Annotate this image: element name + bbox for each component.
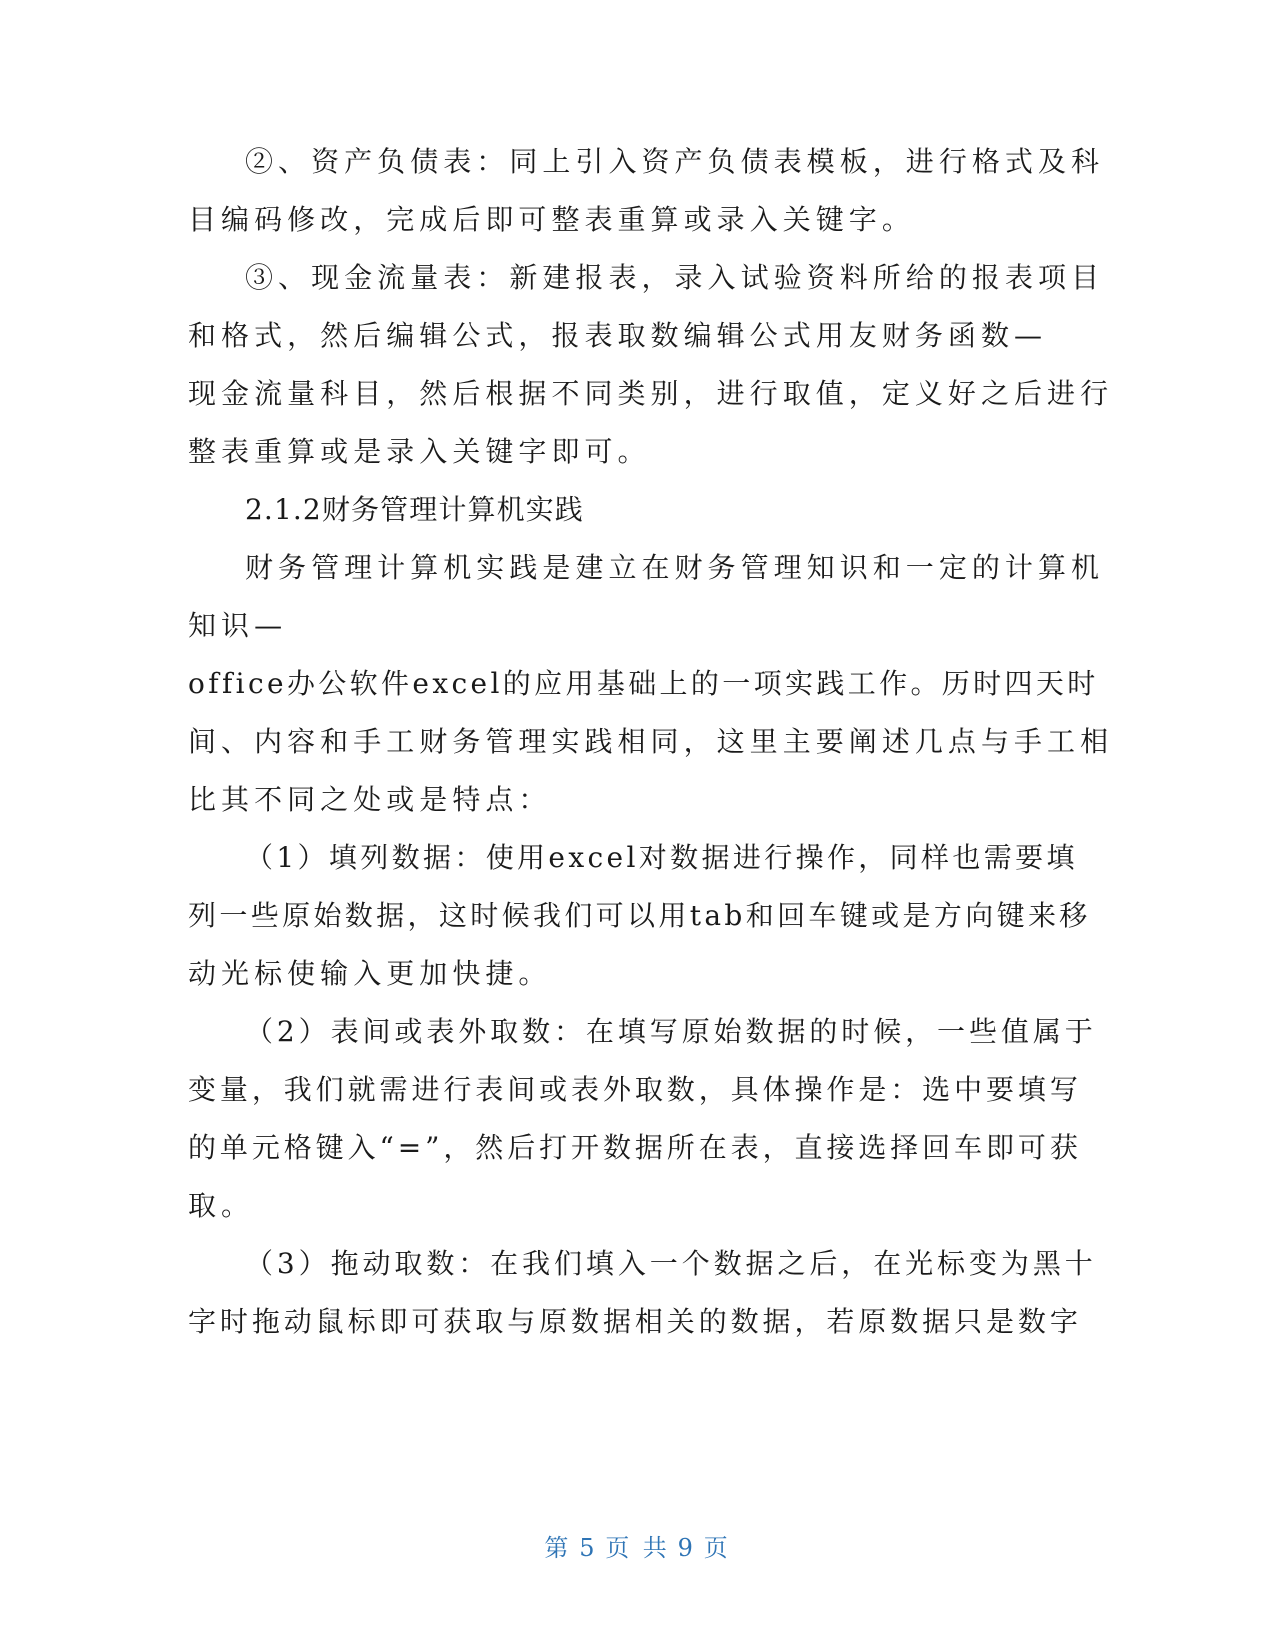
paragraph-line: 现金流量科目，然后根据不同类别，进行取值，定义好之后进行 bbox=[188, 377, 1114, 410]
page-number-current: 5 bbox=[579, 1534, 598, 1562]
paragraph-line: ③、现金流量表：新建报表，录入试验资料所给的报表项目 bbox=[245, 261, 1105, 294]
paragraph-line: 比其不同之处或是特点： bbox=[188, 783, 552, 816]
paragraph-line: office办公软件excel的应用基础上的一项实践工作。历时四天时 bbox=[188, 667, 1099, 700]
section-heading: 2.1.2财务管理计算机实践 bbox=[245, 493, 584, 526]
paragraph-line: ②、资产负债表：同上引入资产负债表模板，进行格式及科 bbox=[245, 145, 1105, 178]
footer-suffix: 页 bbox=[703, 1534, 731, 1562]
paragraph-line: 目编码修改，完成后即可整表重算或录入关键字。 bbox=[188, 203, 915, 236]
footer-middle: 页 共 bbox=[605, 1534, 670, 1562]
footer-prefix: 第 bbox=[544, 1534, 572, 1562]
list-item-line: 的单元格键入“=”，然后打开数据所在表，直接选择回车即可获 bbox=[188, 1131, 1082, 1164]
paragraph-line: 间、内容和手工财务管理实践相同，这里主要阐述几点与手工相 bbox=[188, 725, 1114, 758]
list-item-line: 取。 bbox=[188, 1189, 255, 1222]
list-item-line: 动光标使输入更加快捷。 bbox=[188, 957, 552, 990]
list-item-line: 变量，我们就需进行表间或表外取数，具体操作是：选中要填写 bbox=[188, 1073, 1082, 1106]
list-item-line: （3）拖动取数：在我们填入一个数据之后，在光标变为黑十 bbox=[245, 1247, 1097, 1280]
page-footer bbox=[0, 1531, 1275, 1565]
page-number-total: 9 bbox=[677, 1534, 696, 1562]
paragraph-line: 财务管理计算机实践是建立在财务管理知识和一定的计算机 bbox=[245, 551, 1105, 584]
list-item-line: 列一些原始数据，这时候我们可以用tab和回车键或是方向键来移 bbox=[188, 899, 1091, 932]
list-item-line: 字时拖动鼠标即可获取与原数据相关的数据，若原数据只是数字 bbox=[188, 1305, 1082, 1338]
list-item-line: （1）填列数据：使用excel对数据进行操作，同样也需要填 bbox=[245, 841, 1078, 874]
paragraph-line: 和格式，然后编辑公式，报表取数编辑公式用友财务函数— bbox=[188, 319, 1048, 352]
paragraph-line: 整表重算或是录入关键字即可。 bbox=[188, 435, 651, 468]
paragraph-line: 知识— bbox=[188, 609, 288, 642]
list-item-line: （2）表间或表外取数：在填写原始数据的时候，一些值属于 bbox=[245, 1015, 1097, 1048]
